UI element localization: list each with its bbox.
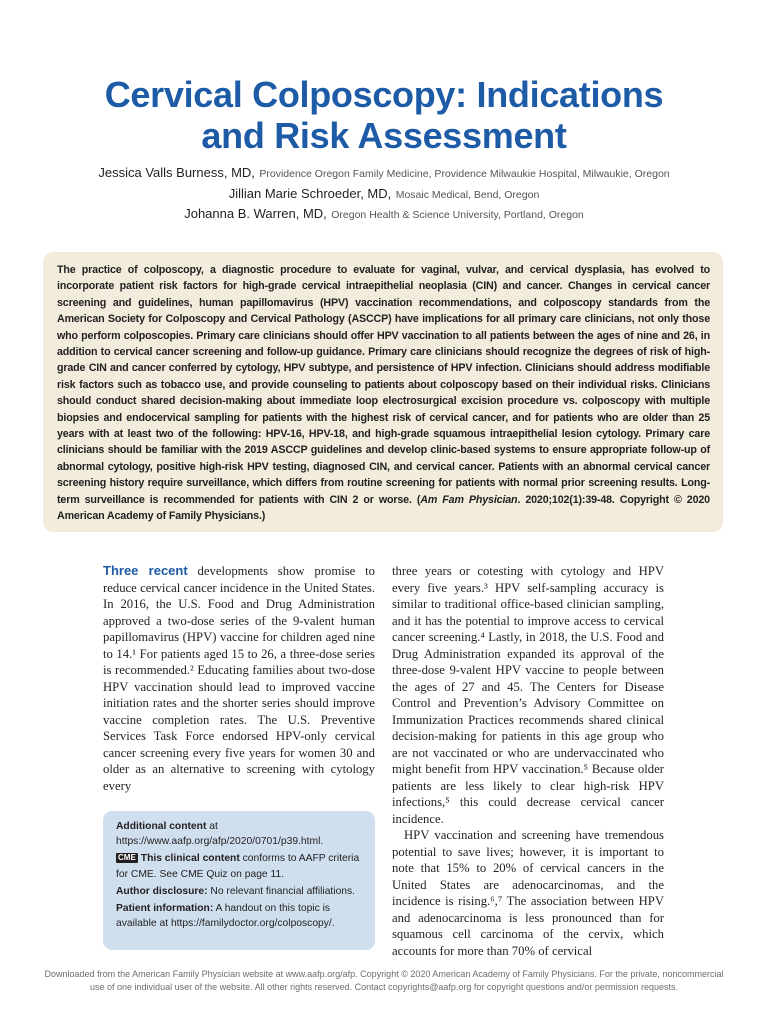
body-paragraph: three years or cotesting with cytology and HPV every five years.³ HPV self-sampling accuracy is similar to traditional office-based clinician sampling, and it has the potential to improve access to cervical cancer screening.⁴ Lastly, in 2018, the U.S. Food and Drug Administration expanded its approval of the three-dose 9-valent HPV vaccine to people between the ages of 27 and 45. The Centers for Disease Control and Prevention’s Advisory Committee on Immunization Practices recommends shared clinical decision-making for patients in this age group who are not vaccinated or who are undervaccinated who might benefit from HPV vaccination.⁵ Because older patients are less likely to clear high-risk HPV infections,⁵ this could decrease cervical cancer incidence. bbox=[392, 564, 664, 826]
cme-note bbox=[116, 851, 363, 881]
author-entry bbox=[40, 163, 728, 184]
info-label: Patient information: bbox=[116, 903, 214, 915]
abstract-box bbox=[43, 252, 723, 532]
author-entry bbox=[40, 184, 728, 205]
lead-in: Three recent bbox=[103, 563, 188, 578]
body-paragraph bbox=[103, 563, 375, 794]
body-column-left bbox=[103, 563, 375, 794]
additional-content-note bbox=[116, 819, 363, 849]
body-column-right bbox=[392, 563, 664, 959]
info-label: This clinical content bbox=[140, 853, 240, 865]
citation-details: . 2020;102(1):39-48. Copyright © 2020 American Academy of Family Physicians.) bbox=[57, 493, 710, 523]
author-name: Jillian Marie Schroeder, MD, bbox=[228, 185, 392, 201]
info-text: No relevant financial affiliations. bbox=[207, 885, 356, 897]
body-text: developments show promise to reduce cervical cancer incidence in the United States. In 2016, the U.S. Food and Drug Administration approved a two-dose series of the 9-valent human papillomavirus (HPV) vaccine for children aged nine to 14.¹ For patients aged 15 to 26, a three-dose series is recommended.² Educating families about two-dose HPV vaccination should lead to improved vaccine initiation rates and the shorter series should improve vaccine completion rates. The U.S. Preventive Services Task Force endorsed HPV-only cervical cancer screening every five years for women 30 and older as an alternative to screening with cytology every bbox=[103, 564, 375, 793]
additional-content-link[interactable]: at https://www.aafp.org/afp/2020/0701/p39.html. bbox=[116, 821, 324, 848]
abstract-text bbox=[57, 262, 710, 525]
article-info-box bbox=[103, 811, 375, 950]
author-entry bbox=[40, 204, 728, 225]
author-disclosure bbox=[116, 884, 363, 899]
author-affiliation: Mosaic Medical, Bend, Oregon bbox=[395, 188, 540, 201]
abstract-body: The practice of colposcopy, a diagnostic procedure to evaluate for vaginal, vulvar, and cervical dysplasia, has evolved to incorporate patient risk factors for high-grade cervical intraepithelial neoplasia (CIN) and cancer. Changes in cervical cancer screening and guidelines, human papillomavirus (HPV) vaccination recommendations, and colposcopy standards from the American Society for Colposcopy and Cervical Pathology (ASCCP) have implications for all primary care clinicians, not only those who perform colposcopies. Primary care clinicians should offer HPV vaccination to all patients between the ages of nine and 26, in addition to cervical cancer screening and follow-up guidance. Primary care clinicians should recognize the degrees of risk of high-grade CIN and cancer conferred by cytology, HPV subtype, and persistence of HPV infection. Clinicians should address modifiable risk factors such as tobacco use, and provide counseling to patients about colposcopy based on their individual risks. Clinicians should conduct shared decision-making about immediate loop electrosurgical excision procedure vs. colposcopy with multiple biopsies and endocervical sampling for patients with the highest risk of cervical cancer, and for patients who are older than 25 years with at least two of the following: HPV-16, HPV-18, and high-grade squamous intraepithelial lesion cytology. Primary care clinicians should be familiar with the 2019 ASCCP guidelines and develop clinic-based systems to ensure appropriate follow-up of abnormal cytology, positive high-risk HPV testing, diagnosed CIN, and cervical cancer. Patients with an abnormal cervical cancer screening history require surveillance, which differs from routine screening for patients with normal prior screening results. Long-term surveillance is recommended for patients with CIN 2 or worse. ( bbox=[57, 264, 710, 506]
title-line-2: and Risk Assessment bbox=[201, 115, 567, 156]
title-line-1: Cervical Colposcopy: Indications bbox=[104, 74, 664, 115]
copyright-footer: Downloaded from the American Family Physician website at www.aafp.org/afp. Copyright © 2020 American Academy of Family Physicians. For the private, noncommercial use of one individual user of the website. All other rights reserved. Contact copyrights@aafp.org for copyright questions and/or permission requests. bbox=[44, 969, 724, 992]
info-label: Author disclosure: bbox=[116, 885, 208, 897]
author-name: Johanna B. Warren, MD, bbox=[184, 206, 327, 221]
author-affiliation: Oregon Health & Science University, Portland, Oregon bbox=[331, 209, 584, 221]
info-text: conforms to AAFP criteria for CME. See CME Quiz on page 11. bbox=[116, 853, 360, 880]
patient-info-link[interactable]: A handout on this topic is available at https://familydoctor.org/colposcopy/. bbox=[116, 903, 335, 930]
patient-information bbox=[116, 901, 363, 931]
info-label: Additional content bbox=[116, 821, 207, 832]
citation-journal: Am Fam Physician bbox=[420, 493, 518, 506]
author-affiliation: Providence Oregon Family Medicine, Providence Milwaukie Hospital, Milwaukie, Oregon bbox=[259, 168, 670, 180]
body-paragraph: HPV vaccination and screening have tremendous potential to save lives; however, it is important to note that 15% to 20% of cervical cancers in the United States are adenocarcinomas, and the incidence is rising.⁶,⁷ The association between HPV and adenocarcinoma is less pronounced than for squamous cell carcinoma of the cervix, which accounts for more than 70% of cervical bbox=[392, 828, 664, 958]
cme-badge-icon: CME bbox=[118, 853, 136, 863]
author-list bbox=[40, 163, 728, 225]
article-title bbox=[0, 74, 768, 156]
author-name: Jessica Valls Burness, MD, bbox=[98, 165, 255, 180]
